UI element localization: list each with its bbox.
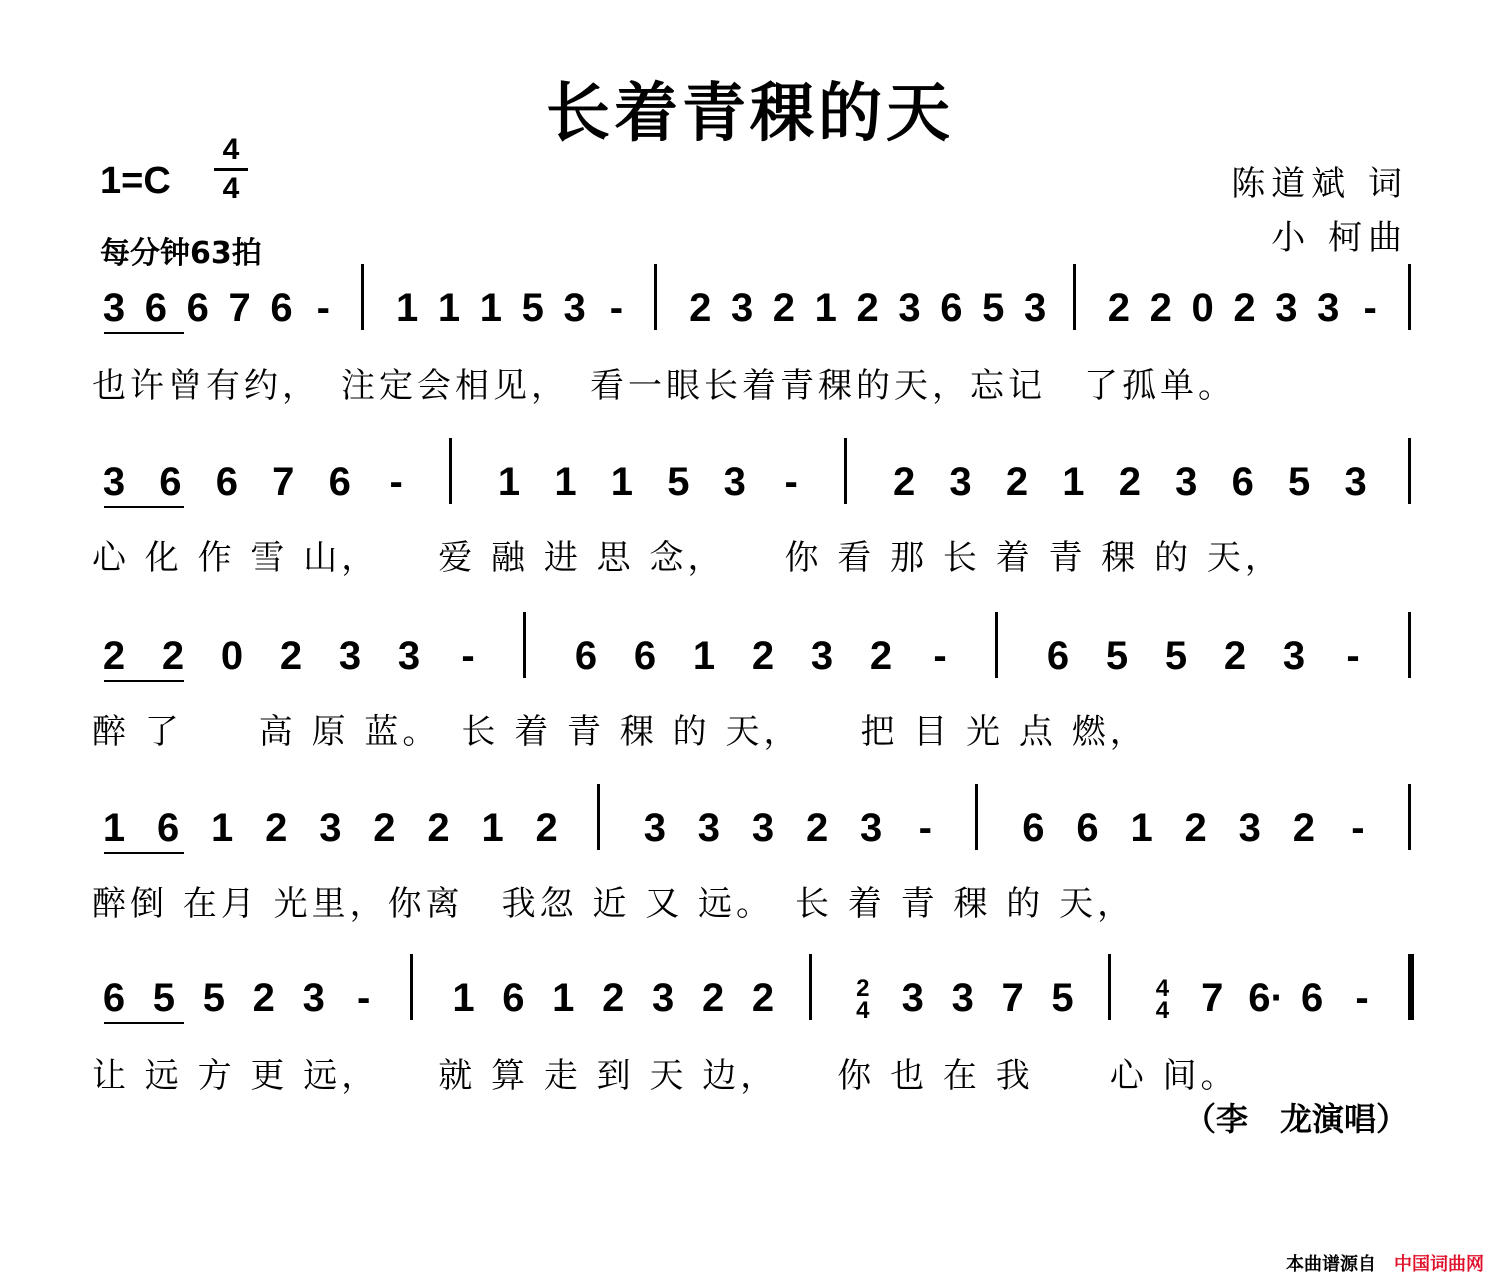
footer-source-text: 本曲谱源自 [1286,1254,1376,1275]
note-token: 2 [535,806,558,850]
note-token: 3 [1282,634,1306,678]
beam-line [104,1022,184,1024]
note-token: 2 [1292,806,1315,850]
note-token: 2 [805,806,829,850]
note-token: 3 [1275,286,1298,330]
lyric-line: 醉倒 在月 光里，你离 我忽 近 又 远。 长 着 青 稞 的 天， [92,884,1136,924]
bar-line [975,784,978,850]
note-token: 5 [202,976,225,1020]
note-token: 6 [633,634,657,678]
note-token: 6 [940,286,963,330]
note-token: 2 [279,634,303,678]
bar-line-end [1408,784,1411,850]
beam-line [104,332,184,334]
note-token: 5 [1288,460,1311,504]
note-token: 3 [1317,286,1340,330]
note-token: 3 [563,286,586,330]
note-token: 1 [481,806,504,850]
note-token: 3 [810,634,834,678]
lyric-line: 心 化 作 雪 山， 爱 融 进 思 念， 你 看 那 长 着 青 稞 的 天， [92,538,1283,578]
note-token: 2 [1005,460,1029,504]
note-token: 1 [554,460,577,504]
note-token: - [461,634,475,678]
bar-line [449,438,452,504]
note-token: - [389,460,403,504]
bar-line [597,784,600,850]
note-token: 1 [497,460,521,504]
bar-line [995,612,998,678]
note-token: 3 [338,634,362,678]
note-token: 1 [814,286,837,330]
note-token: 0 [220,634,244,678]
note-token: 2 [161,634,185,678]
note-token: 3 [643,806,666,850]
note-token: 1 [479,286,502,330]
note-token: - [1346,634,1360,678]
note-token: - [1351,806,1365,850]
time-signature-top: 4 [222,133,240,166]
note-token: 6 [270,286,293,330]
note-token: 3 [860,806,883,850]
key-signature: 1=C [100,160,171,202]
note-token: - [918,806,932,850]
note-token: - [1355,976,1369,1020]
note-token: 2 [1223,634,1247,678]
note-token: 1 [552,976,575,1020]
note-token: 1 [211,806,234,850]
note-token: 2 [1107,286,1131,330]
footer-source [1286,1250,1484,1276]
note-token: 1 [610,460,634,504]
bar-line-end [1408,438,1411,504]
note-token: 2 [689,286,712,330]
note-token: 7 [272,460,295,504]
note-token: 6 [1076,806,1099,850]
note-token: 6 [102,976,126,1020]
note-token: - [933,634,947,678]
note-token: 2 [1233,286,1256,330]
note-token: 1 [102,806,126,850]
note-token: 2 [1149,286,1172,330]
note-token: 2 [772,286,796,330]
note-token: 3 [1175,460,1198,504]
note-token: 2 [892,460,916,504]
composer-credit: 小 柯曲 [1271,218,1408,258]
note-token: 2 [856,286,879,330]
note-token: 4 4 [1155,975,1170,1024]
note-token: 3 [898,286,921,330]
note-token: 6 [502,976,525,1020]
lyricist-credit: 陈道斌 词 [1231,164,1408,204]
bar-line [1073,264,1076,330]
note-token: 2 [252,976,275,1020]
note-token: 6 [1022,806,1045,850]
lyric-line: 让 远 方 更 远， 就 算 走 到 天 边， 你 也 在 我 心 间。 [92,1056,1239,1096]
bar-line-end [1408,264,1411,330]
note-token: 1 [437,286,461,330]
bar-line [410,954,413,1020]
note-token: 3 [723,460,746,504]
bar-line [809,954,812,1020]
note-token: 2 [1184,806,1207,850]
note-token: - [316,286,330,330]
note-token: 7 [1201,976,1224,1020]
note-token: - [609,286,624,330]
note-token: 6 [144,286,167,330]
note-token: - [356,976,371,1020]
bar-line [654,264,657,330]
note-token: 5 [152,976,176,1020]
note-token: 5 [521,286,544,330]
note-token: 3 [102,286,126,330]
note-token: 3 [102,460,126,504]
note-token: 6· [1248,976,1284,1020]
note-token: 3 [1238,806,1261,850]
bar-line-end [1408,612,1411,678]
note-token: 5 [1051,976,1074,1020]
note-token: 2 [751,976,775,1020]
lyric-line: 也许曾有约， 注定会相见， 看一眼长着青稞的天，忘记 了孤单。 [92,366,1236,406]
note-token: 7 [1001,976,1024,1020]
note-token: 3 [302,976,325,1020]
beam-line [104,506,184,508]
note-token: 2 [751,634,775,678]
note-token: 3 [697,806,721,850]
note-token: 3 [951,976,974,1020]
note-token: 1 [395,286,419,330]
beam-line [104,680,184,682]
note-token: 2 [265,806,288,850]
note-token: 2 [373,806,396,850]
note-token: 1 [692,634,716,678]
beam-line [104,852,184,854]
note-token: 6 [159,460,182,504]
note-token: 3 [1344,460,1367,504]
note-token: 2 [102,634,126,678]
note-token: 6 [1301,976,1324,1020]
note-token: 1 [452,976,475,1020]
bar-line [1108,954,1111,1020]
note-token: - [1363,286,1377,330]
note-token: 2 [869,634,893,678]
note-token: 5 [667,460,690,504]
note-token: 2 [701,976,725,1020]
song-title: 长着青稞的天 [546,77,954,151]
note-token: 3 [751,806,775,850]
note-token: 5 [1164,634,1188,678]
note-token: 1 [1062,460,1085,504]
note-token: 6 [156,806,180,850]
note-token: 6 [186,286,209,330]
note-token: 3 [730,286,754,330]
note-token: 2 [427,806,450,850]
note-token: 3 [901,976,924,1020]
note-token: - [784,460,798,504]
note-token: 2 4 [856,975,870,1024]
note-token: 3 [319,806,342,850]
note-token: 5 [982,286,1005,330]
bar-line [361,264,364,330]
note-token: 3 [397,634,421,678]
note-token: 6 [328,460,351,504]
note-token: 3 [1024,286,1047,330]
note-token: 2 [602,976,625,1020]
time-signature-bottom: 4 [214,168,248,207]
bar-line-end [1408,954,1414,1020]
bar-line [523,612,526,678]
note-token: 6 [215,460,238,504]
bar-line [844,438,847,504]
note-token: 6 [1231,460,1254,504]
singer-credit: （李 龙演唱） [1183,1100,1408,1138]
lyric-line: 醉 了 高 原 蓝。 长 着 青 稞 的 天， 把 目 光 点 燃， [92,712,1148,752]
note-token: 3 [949,460,972,504]
note-token: 2 [1118,460,1141,504]
note-token: 5 [1105,634,1129,678]
note-token: 0 [1191,286,1214,330]
note-token: 6 [1046,634,1070,678]
tempo-marking: 每分钟63拍 [100,236,262,271]
note-token: 1 [1130,806,1153,850]
note-token: 3 [652,976,675,1020]
note-token: 6 [574,634,598,678]
footer-site-name: 中国词曲网 [1394,1254,1484,1275]
note-token: 7 [228,286,251,330]
